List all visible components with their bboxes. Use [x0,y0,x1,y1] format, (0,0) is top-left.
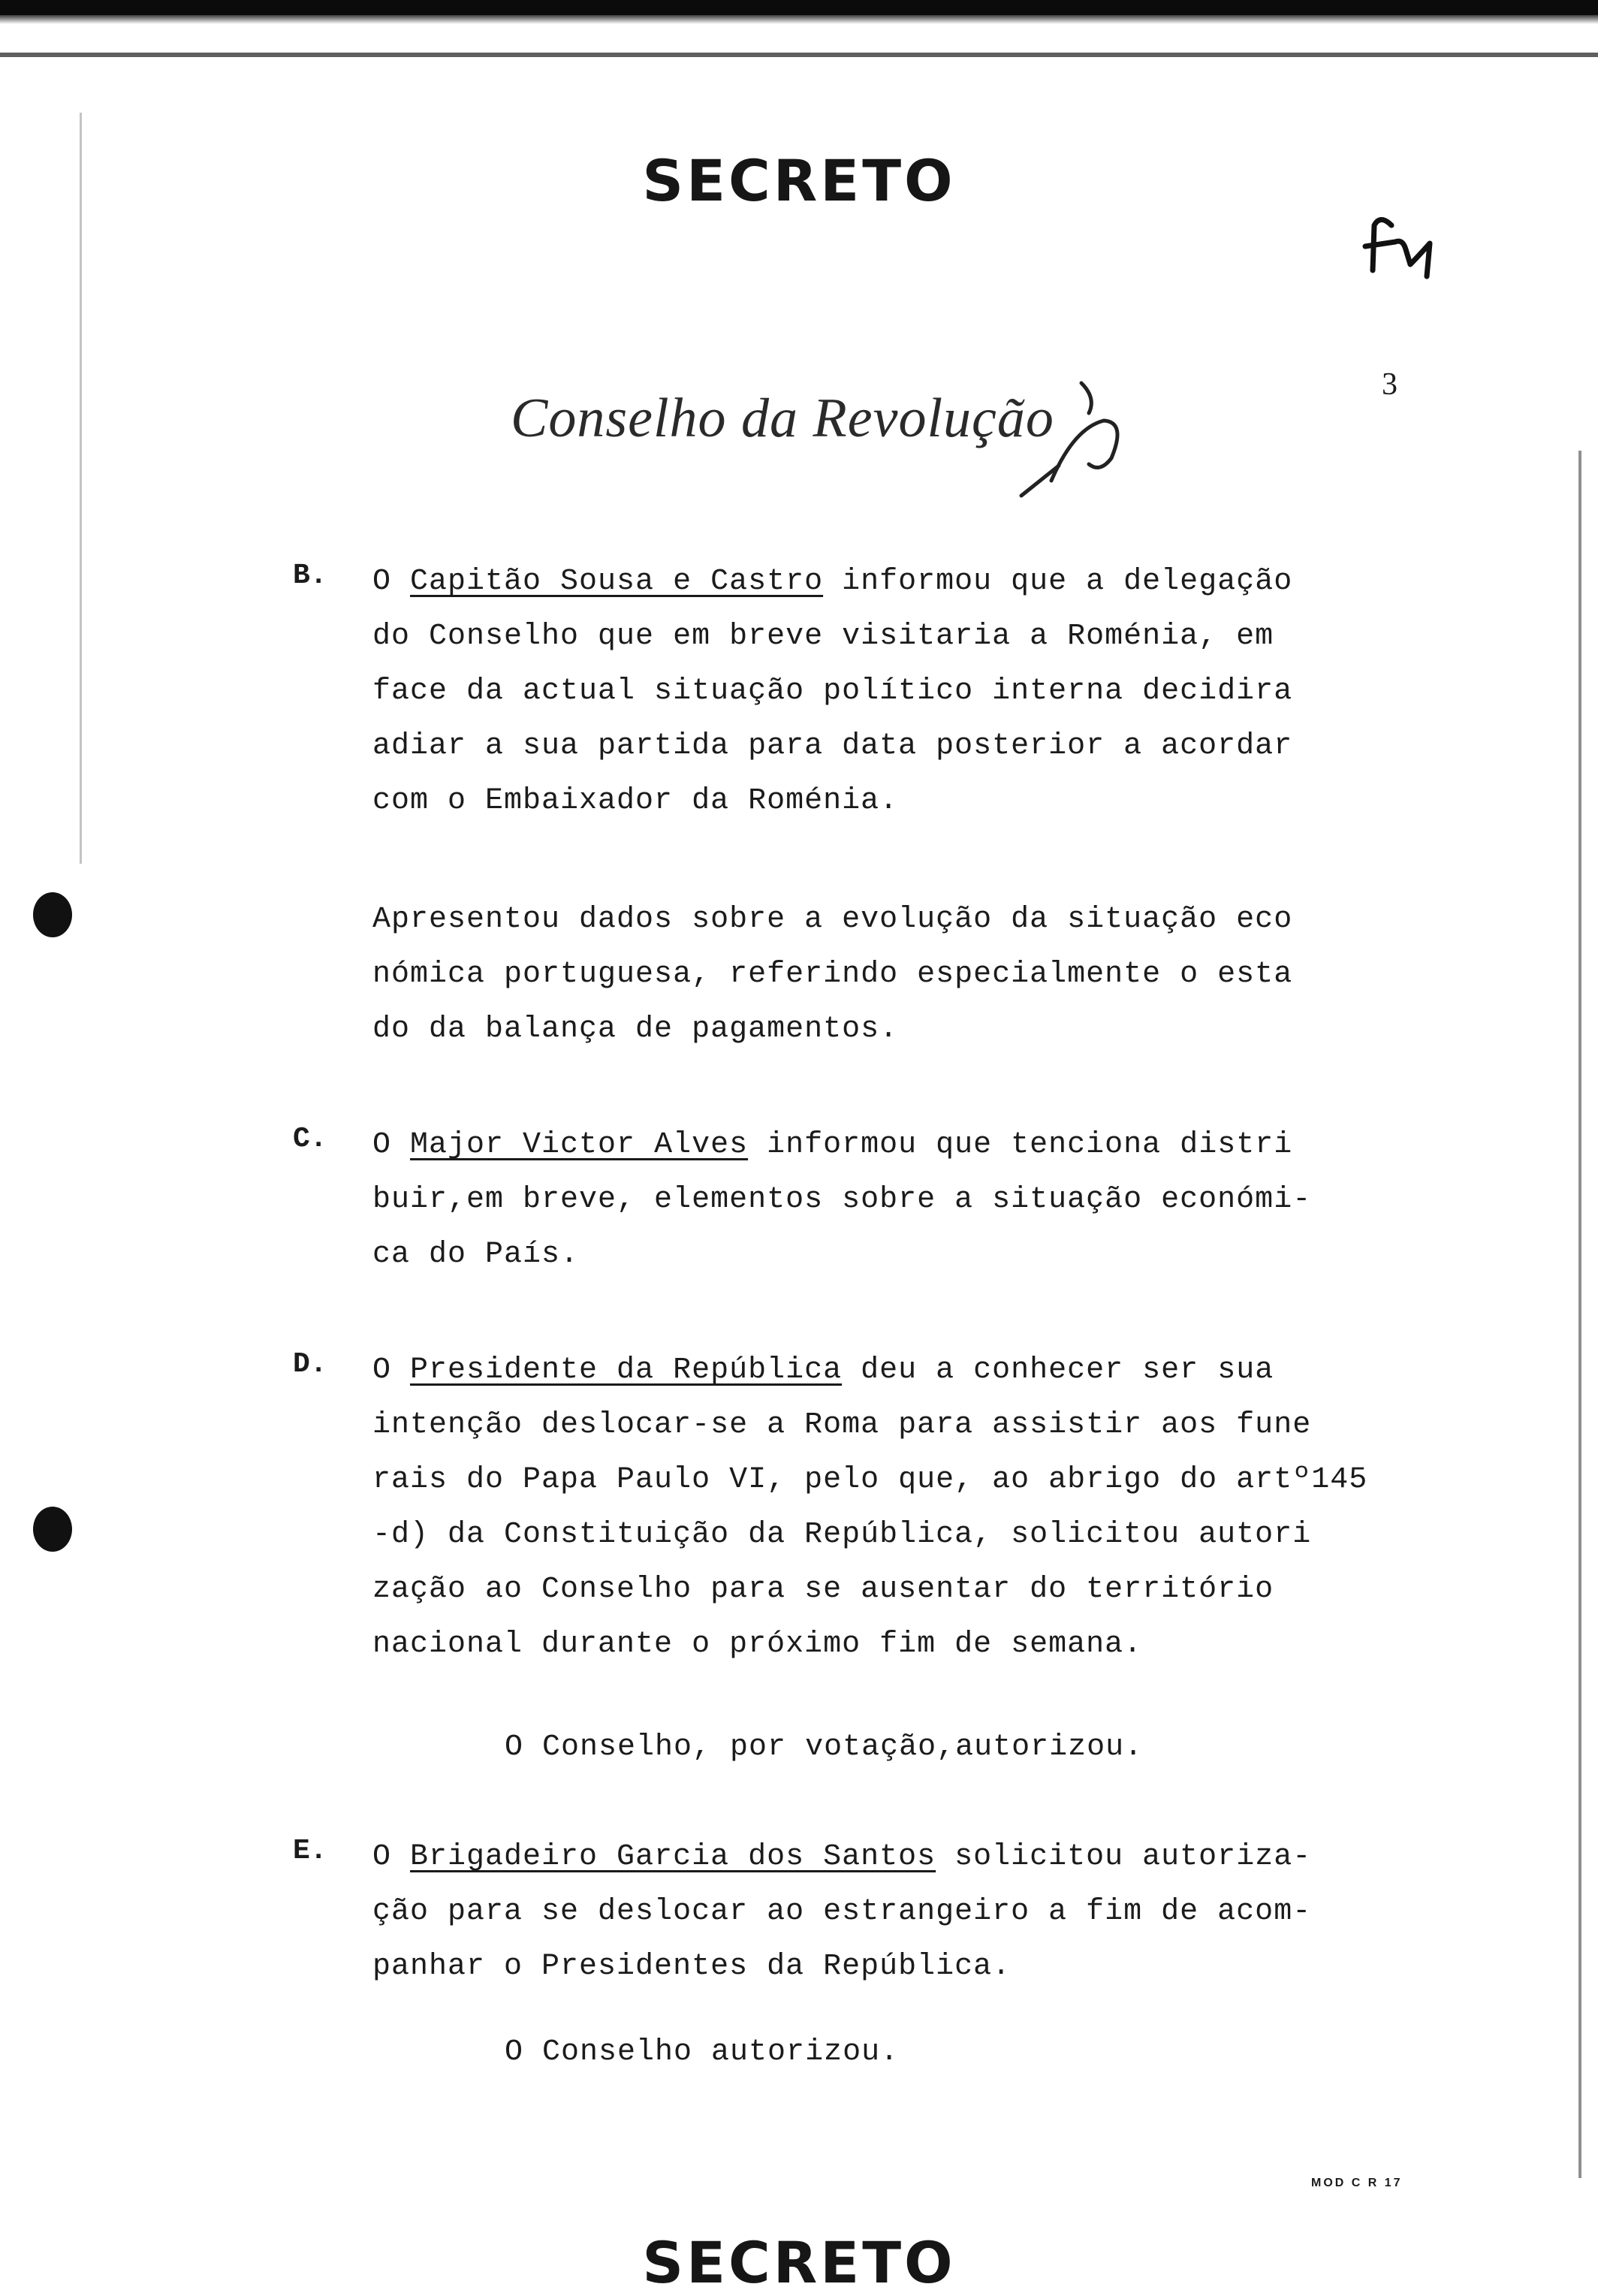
item-e-paragraph [372,1830,1394,1994]
form-code: MOD C R 17 [1311,2177,1403,2189]
item-marker-b: B. [293,560,327,592]
item-e-resolution [372,2025,1394,2080]
page-number: 3 [1382,367,1397,402]
item-b-line-5: com o Embaixador da Roménia. [372,784,899,818]
item-marker-e: E. [293,1835,327,1867]
item-b2-line-1: Apresentou dados sobre a evolução da situação eco [372,903,1293,937]
item-b-line-1: O Capitão Sousa e Castro informou que a delegação [372,565,1293,599]
item-b-line-2: do Conselho que em breve visitaria a Roménia, em [372,620,1274,653]
item-b-paragraph-2 [372,892,1394,1057]
scan-margin-line-right [1578,451,1581,2178]
item-d-paragraph [372,1343,1394,1672]
item-d-line-2: intenção deslocar-se a Roma para assistir aos fune [372,1408,1312,1442]
item-b2-line-2: nómica portuguesa, referindo especialmente o esta [372,958,1293,991]
item-e-line-3: panhar o Presidentes da República. [372,1950,1012,1984]
item-e-resolution-text: O Conselho autorizou. [505,2035,900,2069]
item-c-line-3: ca do País. [372,1238,580,1272]
scan-edge-shadow [0,15,1598,24]
item-d-resolution-text: O Conselho, por votação,autorizou. [505,1730,1144,1764]
name-victor-alves: Major Victor Alves [410,1128,749,1162]
item-d-line-5: zação ao Conselho para se ausentar do território [372,1573,1274,1607]
name-sousa-e-castro: Capitão Sousa e Castro [410,565,824,599]
item-d-line-6: nacional durante o próximo fim de semana. [372,1628,1143,1661]
item-b-line-4: adiar a sua partida para data posterior a acordar [372,729,1293,763]
item-c-line-2: buir,em breve, elementos sobre a situação económi- [372,1183,1312,1217]
item-c-paragraph [372,1118,1394,1282]
scan-margin-line-left [80,113,82,864]
punch-hole-top [33,892,72,937]
item-d-line-3: rais do Papa Paulo VI, pelo que, ao abrigo do artº145 [372,1463,1368,1497]
scan-edge-top [0,0,1598,15]
item-e-line-2: ção para se deslocar ao estrangeiro a fim de acom- [372,1895,1312,1929]
name-presidente-da-republica: Presidente da República [410,1353,843,1387]
item-b2-line-3: do da balança de pagamentos. [372,1012,899,1046]
scan-artifact-line [0,53,1598,57]
item-d-resolution [372,1720,1394,1775]
name-garcia-dos-santos: Brigadeiro Garcia dos Santos [410,1840,936,1874]
item-d-line-4: -d) da Constituição da República, solicitou autori [372,1518,1312,1552]
item-marker-d: D. [293,1348,327,1380]
punch-hole-bottom [33,1507,72,1552]
classification-stamp-top: SECRETO [642,147,956,214]
item-e-line-1: O Brigadeiro Garcia dos Santos solicitou autoriza- [372,1840,1312,1874]
item-b-line-3: face da actual situação político interna decidira [372,674,1293,708]
item-d-line-1: O Presidente da República deu a conhecer ser sua [372,1353,1274,1387]
handwritten-initials-icon [1358,210,1448,293]
item-c-line-1: O Major Victor Alves informou que tenciona distri [372,1128,1293,1162]
item-marker-c: C. [293,1123,327,1155]
letterhead-title: Conselho da Revolução [511,388,1054,449]
letterhead-flourish-icon [976,376,1171,511]
item-b-paragraph [372,554,1394,828]
classification-stamp-bottom: SECRETO [642,2229,956,2296]
